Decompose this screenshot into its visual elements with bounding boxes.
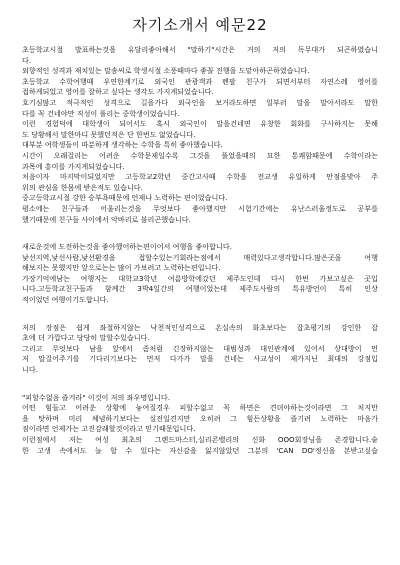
text-line: 초등학교 수학여행때 우연한계기로 외국인 관광객과 펜팔 친구가 되면서부터 자연스레 영어를	[22, 76, 378, 86]
text-line: 접하게되었고 영어를 잘하고 싶다는 생각도 가지게되었습니다.	[22, 87, 214, 97]
document-title: 자기소개서 예문22	[132, 16, 268, 34]
text-line: 초에 더 가깝다고 당당히 말할수있습니다.	[22, 333, 150, 343]
text-line: 그리고 무엇보다 남을 앞에서 좀처럼 긴장하지않는 대범성과 대인관계에 있어서 상대방이 먼	[22, 343, 378, 353]
text-line: 외향적인 성격과 재치있는 말솜씨로 학생시절 소풍때마다 좋꼴 진행을 도맡아하곤하였습니다.	[22, 66, 310, 76]
text-line: 을 탓하며 미리 체념하기보다는 실전일견지만 오히려 그 힘든상황을 즐기려 노력하는 마음가	[22, 413, 378, 423]
text-line: 중고등학교시절 강한 승부욕때문에 언제나 노력하는 편이었습니다.	[22, 193, 228, 203]
paragraph-gap	[22, 233, 378, 242]
paragraph-intro	[22, 45, 378, 225]
text-line: 했기때문에 친구들 사이에서 악바리로 불리곤했습니다.	[22, 214, 191, 224]
text-line: 짐이라면 언제가는 고진감래할것이라고 믿기때문입니다.	[22, 424, 196, 434]
text-line: 다.	[22, 55, 32, 65]
text-line: 니다.고등학교친구들과 함께간 3박4일간의 여행이었는데 제주도사람의 특유방언이 특히 인상	[22, 284, 378, 294]
paragraph-gap	[22, 314, 378, 323]
text-line: 초등학교시절 발표하는것을 유달리좋아해서 "말하기"시간은 거의 저의 독무대가 되곤하였습니	[22, 45, 378, 54]
text-line: 도 당황해서 말한마디 못했던적은 단 한번도 없었습니다.	[22, 129, 196, 139]
text-line: 다를 꼭 건네야만 직성이 풀리는 중학생이었습니다.	[22, 108, 180, 118]
text-line: 낯선지역,낯선사람,낯선환경을 접할수있는기회라는점에서 매력있다고생각합니다.많은곳을 여행	[22, 252, 378, 262]
paragraph-motto	[22, 393, 378, 457]
paragraph-gap	[22, 384, 378, 393]
text-line: 호기심많고 적극적인 성격으로 길을가다 외국인을 보거라도하면 일부러 말을 말아서라도 말한	[22, 97, 378, 107]
text-line: 처음이자 마지막이되었지만 고등학교2학년 중간고사때 수학을 전교생 유일하게 만점을맞아 주	[22, 172, 378, 182]
text-line: 이런점에서 저는 여성 최초의 그랜드마스터,실리콘밸리의 신화 OOO회장님을 존경합니다.숱	[22, 435, 378, 444]
text-line: 어떤 힘들고 어려운 상황에 놓여질경우 피할수없고 꼭 하면은 견뎌야하는것이라면 그 처지만	[22, 403, 378, 413]
text-line: 시간이 오래걸리는 어려운 수학문제일수록 그것을 풀었을때의 묘한 통쾌함때문에 수학이라는	[22, 150, 378, 160]
text-line: 적이었던 여행이기도합니다.	[22, 295, 109, 305]
paragraph-travel	[22, 242, 378, 306]
text-line: 위의 관심을 한몸에 받은적도 있습니다.	[22, 182, 143, 192]
text-line: 이런 경험덕에 대학생이 되어서도 혹시 외국인이 말을건네면 유창한 회화를 구사하지는 못해	[22, 119, 378, 129]
paragraph-strengths	[22, 323, 378, 376]
text-line: 저의 장점은 쉽게 좌절하지않는 낙천적인성격으로 온실속의 화초보다는 잡초평기의 강인한 잡	[22, 322, 378, 332]
text-line: 과목에 흥미를 가지게되었습니다.	[22, 161, 125, 171]
text-line: 니다.	[22, 365, 38, 375]
text-line: "피할수없음 즐겨라" 이것이 저의 좌우명입니다.	[22, 392, 170, 402]
text-line: 가장기억에남는 여행지는 대학교3학년 여름방학에갔던 제주도인데 다시 한번 가보고싶은 곳입	[22, 273, 378, 283]
text-line: 한 고생 속에서도 늘 할 수 있다는 자신감을 잃지않았던 그분의 'CAN DO'정신을 본받고싶습	[22, 445, 378, 455]
text-line: 저 말걸어주기를 기다리기보다는 먼저 다가가 말을 건네는 사교성이 제가지닌 최대의 강점입	[22, 354, 378, 364]
text-line: 평소에는 친구들과 어울리는것을 무엇보다 좋아했지만 시험기간에는 유난스러울정도로 공부를	[22, 203, 378, 213]
text-line: 대부분 여학생들이 따분하게 생각하는 수학을 특히 좋아했습니다.	[22, 140, 223, 150]
text-line: 새로운것에 도전하는것을 좋아했어하는편이어서 여행을 좋아합니다.	[22, 242, 232, 252]
text-line: 해보지는 못했지만 앞으로는는 많이 가보려고 노력하는편입니다.	[22, 263, 221, 273]
